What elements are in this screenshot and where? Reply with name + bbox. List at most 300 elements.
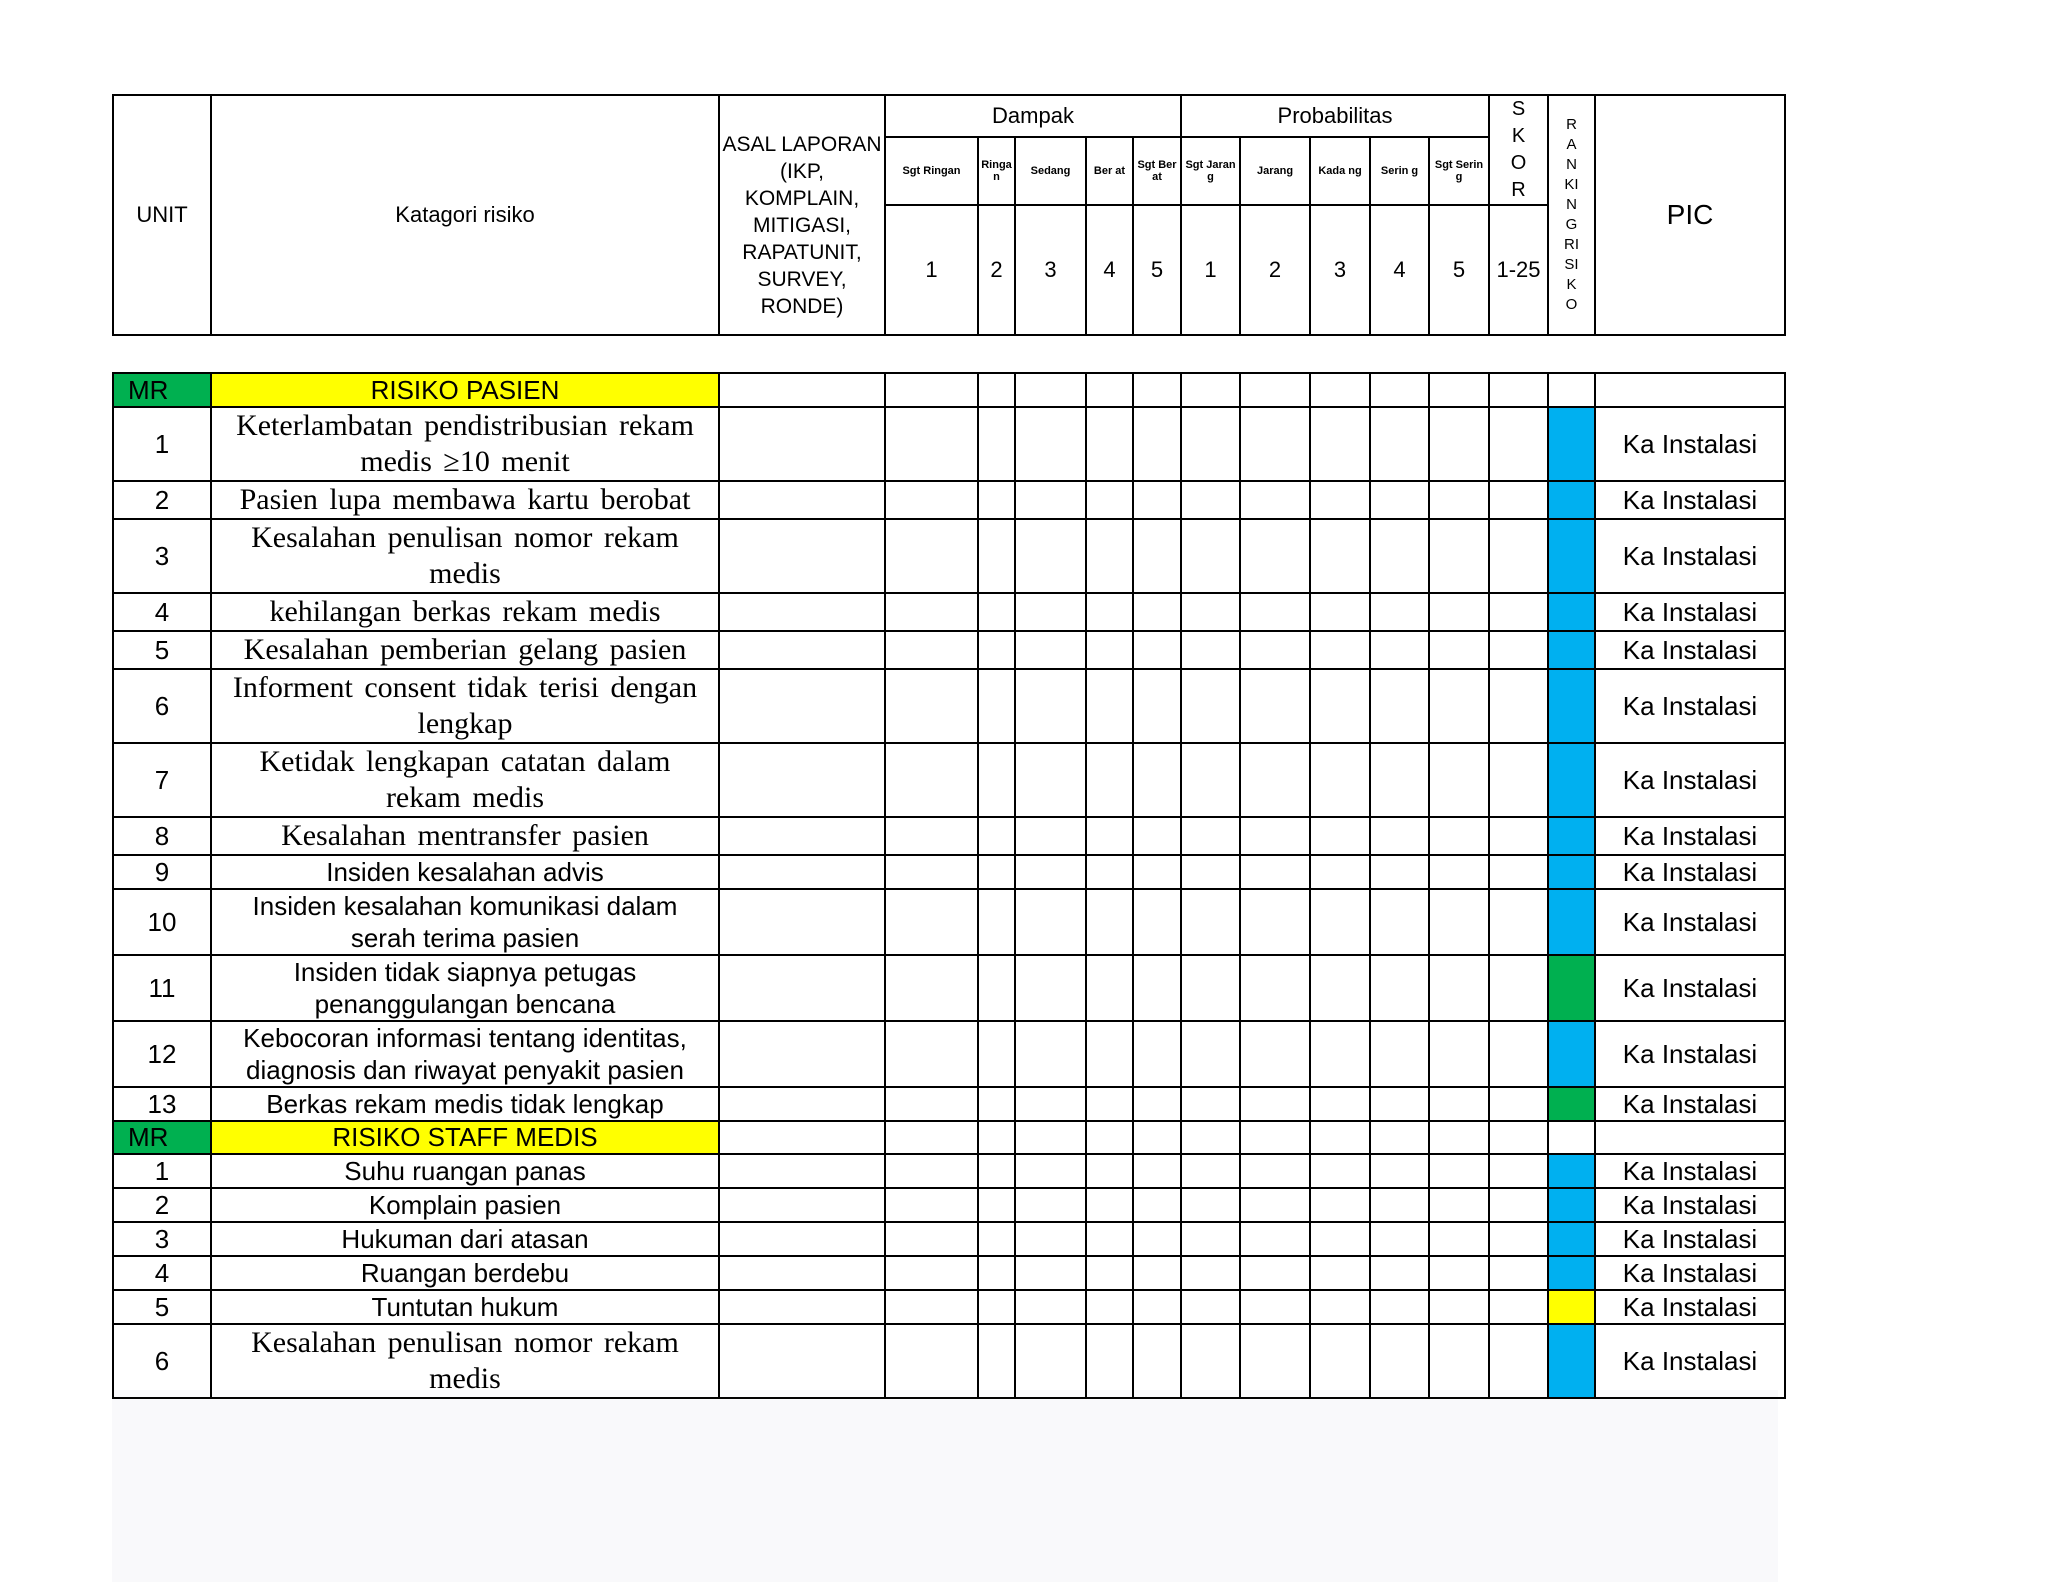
row-number: 7 <box>113 743 211 817</box>
empty-cell <box>719 1087 885 1121</box>
empty-cell <box>719 631 885 669</box>
row-number: 11 <box>113 955 211 1021</box>
empty-cell <box>978 1256 1015 1290</box>
empty-cell <box>1015 669 1086 743</box>
ranking-letter: R <box>1566 116 1577 133</box>
empty-cell <box>1370 519 1429 593</box>
empty-cell <box>1181 593 1240 631</box>
empty-cell <box>719 817 885 855</box>
empty-cell <box>1489 743 1548 817</box>
empty-cell <box>885 631 978 669</box>
section-code: MR <box>113 373 211 407</box>
empty-cell <box>1489 955 1548 1021</box>
empty-cell <box>1489 593 1548 631</box>
row-number: 3 <box>113 519 211 593</box>
empty-cell <box>719 955 885 1021</box>
prob-label: Jarang <box>1240 137 1310 205</box>
empty-cell <box>978 889 1015 955</box>
skor-letter: S <box>1511 98 1526 120</box>
dampak-label: Sgt Ringan <box>885 137 978 205</box>
empty-cell <box>1310 1121 1370 1154</box>
empty-cell <box>978 481 1015 519</box>
pic-cell: Ka Instalasi <box>1595 593 1785 631</box>
risk-description: Pasien lupa membawa kartu berobat <box>211 481 719 519</box>
pic-cell: Ka Instalasi <box>1595 519 1785 593</box>
empty-cell <box>885 1087 978 1121</box>
empty-cell <box>1429 1222 1489 1256</box>
empty-cell <box>1240 1121 1310 1154</box>
empty-cell <box>885 519 978 593</box>
ranking-risiko-header <box>1548 95 1595 335</box>
table-row <box>113 631 1785 669</box>
table-row <box>113 1188 1785 1222</box>
row-number: 4 <box>113 1256 211 1290</box>
row-number: 6 <box>113 1324 211 1398</box>
empty-cell <box>885 1290 978 1324</box>
empty-cell <box>1429 1121 1489 1154</box>
empty-cell <box>1429 1324 1489 1398</box>
empty-cell <box>1370 955 1429 1021</box>
empty-cell <box>1429 669 1489 743</box>
empty-cell <box>1310 669 1370 743</box>
risk-description: Tuntutan hukum <box>211 1290 719 1324</box>
empty-cell <box>1429 373 1489 407</box>
empty-cell <box>978 373 1015 407</box>
empty-cell <box>1181 1290 1240 1324</box>
empty-cell <box>719 855 885 889</box>
empty-cell <box>1086 1188 1133 1222</box>
empty-cell <box>1310 1021 1370 1087</box>
empty-cell <box>885 743 978 817</box>
risk-description: Ruangan berdebu <box>211 1256 719 1290</box>
empty-cell <box>1370 1154 1429 1188</box>
row-number: 12 <box>113 1021 211 1087</box>
empty-cell <box>1015 855 1086 889</box>
empty-cell <box>1181 1256 1240 1290</box>
empty-cell <box>978 631 1015 669</box>
empty-cell <box>885 1324 978 1398</box>
empty-cell <box>1181 1188 1240 1222</box>
risk-description: Informent consent tidak terisi dengan lengkap <box>211 669 719 743</box>
empty-cell <box>1595 373 1785 407</box>
empty-cell <box>1181 817 1240 855</box>
ranking-letter: N <box>1566 156 1577 173</box>
dampak-num: 4 <box>1086 205 1133 335</box>
pic-cell: Ka Instalasi <box>1595 669 1785 743</box>
empty-cell <box>978 743 1015 817</box>
empty-cell <box>1429 1188 1489 1222</box>
prob-label: Sgt Jaran g <box>1181 137 1240 205</box>
risk-description: Berkas rekam medis tidak lengkap <box>211 1087 719 1121</box>
pic-cell: Ka Instalasi <box>1595 889 1785 955</box>
empty-cell <box>1015 1256 1086 1290</box>
empty-cell <box>1370 593 1429 631</box>
empty-cell <box>1133 407 1181 481</box>
risk-description: Hukuman dari atasan <box>211 1222 719 1256</box>
risk-rank-cell <box>1548 1256 1595 1290</box>
skor-header <box>1489 95 1548 205</box>
empty-cell <box>1370 481 1429 519</box>
empty-cell <box>1015 889 1086 955</box>
pic-cell: Ka Instalasi <box>1595 1290 1785 1324</box>
empty-cell <box>1086 481 1133 519</box>
empty-cell <box>1310 955 1370 1021</box>
empty-cell <box>1310 855 1370 889</box>
empty-cell <box>1370 1021 1429 1087</box>
empty-cell <box>1181 631 1240 669</box>
empty-cell <box>1181 889 1240 955</box>
empty-cell <box>1015 817 1086 855</box>
risk-rank-cell <box>1548 1188 1595 1222</box>
empty-cell <box>1240 481 1310 519</box>
risk-rank-cell <box>1548 631 1595 669</box>
pic-cell: Ka Instalasi <box>1595 1154 1785 1188</box>
empty-cell <box>1310 1290 1370 1324</box>
risk-rank-cell <box>1548 1021 1595 1087</box>
empty-cell <box>885 669 978 743</box>
table-row <box>113 1154 1785 1188</box>
table-row <box>113 955 1785 1021</box>
empty-cell <box>1240 1324 1310 1398</box>
empty-cell <box>1086 1154 1133 1188</box>
empty-cell <box>978 1324 1015 1398</box>
risk-rank-cell <box>1548 593 1595 631</box>
empty-cell <box>1310 1256 1370 1290</box>
unit-header: UNIT <box>113 95 211 335</box>
empty-cell <box>1133 1222 1181 1256</box>
empty-cell <box>1240 743 1310 817</box>
empty-cell <box>1429 1021 1489 1087</box>
empty-cell <box>885 817 978 855</box>
empty-cell <box>978 407 1015 481</box>
empty-cell <box>1310 1154 1370 1188</box>
empty-cell <box>1015 1324 1086 1398</box>
table-row <box>113 1290 1785 1324</box>
empty-cell <box>1240 669 1310 743</box>
pic-cell: Ka Instalasi <box>1595 407 1785 481</box>
row-number: 4 <box>113 593 211 631</box>
empty-cell <box>1489 889 1548 955</box>
empty-cell <box>719 1290 885 1324</box>
risk-description: Insiden kesalahan komunikasi dalam serah terima pasien <box>211 889 719 955</box>
empty-cell <box>1310 373 1370 407</box>
empty-cell <box>1240 1222 1310 1256</box>
empty-cell <box>719 1021 885 1087</box>
empty-cell <box>1489 1324 1548 1398</box>
empty-cell <box>1133 631 1181 669</box>
empty-cell <box>1015 1290 1086 1324</box>
empty-cell <box>1310 743 1370 817</box>
empty-cell <box>1429 1154 1489 1188</box>
pic-cell: Ka Instalasi <box>1595 955 1785 1021</box>
empty-cell <box>1086 593 1133 631</box>
row-number: 13 <box>113 1087 211 1121</box>
dampak-num: 3 <box>1015 205 1086 335</box>
dampak-num: 5 <box>1133 205 1181 335</box>
prob-label: Serin g <box>1370 137 1429 205</box>
table-row <box>113 855 1785 889</box>
empty-cell <box>1310 407 1370 481</box>
empty-cell <box>1489 373 1548 407</box>
empty-cell <box>1015 407 1086 481</box>
row-number: 9 <box>113 855 211 889</box>
empty-cell <box>1370 889 1429 955</box>
empty-cell <box>1240 1290 1310 1324</box>
empty-cell <box>1181 669 1240 743</box>
empty-cell <box>1310 817 1370 855</box>
empty-cell <box>1489 1222 1548 1256</box>
risk-rank-cell <box>1548 1087 1595 1121</box>
empty-cell <box>1429 519 1489 593</box>
empty-cell <box>1181 1222 1240 1256</box>
empty-cell <box>1086 519 1133 593</box>
empty-cell <box>1548 1121 1595 1154</box>
empty-cell <box>1310 631 1370 669</box>
ranking-letter: G <box>1565 216 1578 233</box>
kategori-header: Katagori risiko <box>211 95 719 335</box>
empty-cell <box>1133 1121 1181 1154</box>
empty-cell <box>978 593 1015 631</box>
risk-rank-cell <box>1548 669 1595 743</box>
empty-cell <box>1181 1154 1240 1188</box>
empty-cell <box>1181 1087 1240 1121</box>
empty-cell <box>1429 889 1489 955</box>
table-row <box>113 1324 1785 1398</box>
empty-cell <box>1181 373 1240 407</box>
empty-cell <box>978 519 1015 593</box>
empty-cell <box>719 1256 885 1290</box>
row-number: 1 <box>113 407 211 481</box>
risk-rank-cell <box>1548 481 1595 519</box>
prob-label: Sgt Serin g <box>1429 137 1489 205</box>
empty-cell <box>1489 1256 1548 1290</box>
empty-cell <box>1086 373 1133 407</box>
empty-cell <box>1429 593 1489 631</box>
empty-cell <box>1310 1324 1370 1398</box>
empty-cell <box>1015 1021 1086 1087</box>
empty-cell <box>1429 1256 1489 1290</box>
empty-cell <box>1240 519 1310 593</box>
empty-cell <box>1086 889 1133 955</box>
empty-cell <box>1086 817 1133 855</box>
empty-cell <box>1133 1290 1181 1324</box>
empty-cell <box>1489 407 1548 481</box>
empty-cell <box>885 593 978 631</box>
ranking-letter: O <box>1565 296 1578 313</box>
prob-label: Kada ng <box>1310 137 1370 205</box>
risk-rank-cell <box>1548 1290 1595 1324</box>
empty-cell <box>885 373 978 407</box>
empty-cell <box>719 519 885 593</box>
empty-cell <box>1133 373 1181 407</box>
empty-cell <box>719 1324 885 1398</box>
risk-description: Kesalahan mentransfer pasien <box>211 817 719 855</box>
section-title: RISIKO PASIEN <box>211 373 719 407</box>
empty-cell <box>1240 593 1310 631</box>
empty-cell <box>1086 631 1133 669</box>
empty-cell <box>885 855 978 889</box>
empty-cell <box>1370 1290 1429 1324</box>
empty-cell <box>1086 1324 1133 1398</box>
table-row <box>113 519 1785 593</box>
empty-cell <box>1429 631 1489 669</box>
risk-rank-cell <box>1548 889 1595 955</box>
empty-cell <box>1086 743 1133 817</box>
section-header-row <box>113 1121 1785 1154</box>
skor-letter: K <box>1511 125 1526 147</box>
empty-cell <box>1489 1121 1548 1154</box>
risk-description: Kesalahan penulisan nomor rekam medis <box>211 1324 719 1398</box>
dampak-label: Ringa n <box>978 137 1015 205</box>
row-number: 10 <box>113 889 211 955</box>
row-number: 2 <box>113 481 211 519</box>
empty-cell <box>1133 481 1181 519</box>
risk-table <box>112 372 1786 1399</box>
empty-cell <box>1370 1324 1429 1398</box>
empty-cell <box>1240 1256 1310 1290</box>
empty-cell <box>1133 1087 1181 1121</box>
table-row <box>113 1222 1785 1256</box>
empty-cell <box>719 1188 885 1222</box>
empty-cell <box>1086 955 1133 1021</box>
empty-cell <box>1370 855 1429 889</box>
empty-cell <box>1429 1290 1489 1324</box>
risk-description: Ketidak lengkapan catatan dalam rekam medis <box>211 743 719 817</box>
ranking-letter: SI <box>1564 256 1579 273</box>
risk-rank-cell <box>1548 1324 1595 1398</box>
empty-cell <box>1489 1290 1548 1324</box>
table-row <box>113 889 1785 955</box>
empty-cell <box>1181 855 1240 889</box>
empty-cell <box>719 1121 885 1154</box>
empty-cell <box>1181 955 1240 1021</box>
risk-rank-cell <box>1548 519 1595 593</box>
empty-cell <box>1240 407 1310 481</box>
empty-cell <box>885 955 978 1021</box>
empty-cell <box>1489 481 1548 519</box>
empty-cell <box>1370 1256 1429 1290</box>
dampak-label: Sedang <box>1015 137 1086 205</box>
empty-cell <box>1015 1154 1086 1188</box>
risk-rank-cell <box>1548 1222 1595 1256</box>
empty-cell <box>978 1021 1015 1087</box>
empty-cell <box>1133 669 1181 743</box>
asal-laporan-header: ASAL LAPORAN (IKP, KOMPLAIN, MITIGASI, RAPATUNIT, SURVEY, RONDE) <box>719 95 885 335</box>
empty-cell <box>1310 1188 1370 1222</box>
empty-cell <box>1370 669 1429 743</box>
empty-cell <box>719 1222 885 1256</box>
empty-cell <box>1240 855 1310 889</box>
row-number: 5 <box>113 631 211 669</box>
ranking-letter: A <box>1566 136 1577 153</box>
empty-cell <box>1489 631 1548 669</box>
risk-rank-cell <box>1548 407 1595 481</box>
risk-rank-cell <box>1548 743 1595 817</box>
empty-cell <box>1133 593 1181 631</box>
empty-cell <box>1015 1222 1086 1256</box>
empty-cell <box>1015 593 1086 631</box>
pic-cell: Ka Instalasi <box>1595 1256 1785 1290</box>
empty-cell <box>1240 1021 1310 1087</box>
table-row <box>113 1256 1785 1290</box>
empty-cell <box>1548 373 1595 407</box>
risk-description: Kesalahan penulisan nomor rekam medis <box>211 519 719 593</box>
empty-cell <box>885 1222 978 1256</box>
risk-register <box>112 94 1778 1399</box>
empty-cell <box>1370 743 1429 817</box>
empty-cell <box>1133 1324 1181 1398</box>
empty-cell <box>1015 743 1086 817</box>
empty-cell <box>719 373 885 407</box>
empty-cell <box>885 1256 978 1290</box>
prob-num: 4 <box>1370 205 1429 335</box>
empty-cell <box>1370 817 1429 855</box>
empty-cell <box>719 889 885 955</box>
empty-cell <box>1429 743 1489 817</box>
empty-cell <box>1310 519 1370 593</box>
empty-cell <box>1133 1256 1181 1290</box>
ranking-letter: KI <box>1564 176 1579 193</box>
empty-cell <box>1370 631 1429 669</box>
empty-cell <box>719 1154 885 1188</box>
dampak-label: Ber at <box>1086 137 1133 205</box>
row-number: 8 <box>113 817 211 855</box>
risk-description: Kesalahan pemberian gelang pasien <box>211 631 719 669</box>
empty-cell <box>1086 1222 1133 1256</box>
risk-table-body <box>113 373 1785 1398</box>
empty-cell <box>1015 519 1086 593</box>
empty-cell <box>1429 407 1489 481</box>
empty-cell <box>1181 743 1240 817</box>
empty-cell <box>1489 1087 1548 1121</box>
empty-cell <box>978 1222 1015 1256</box>
empty-cell <box>1133 817 1181 855</box>
empty-cell <box>1015 955 1086 1021</box>
empty-cell <box>1489 519 1548 593</box>
empty-cell <box>719 481 885 519</box>
risk-description: Insiden tidak siapnya petugas penanggulangan bencana <box>211 955 719 1021</box>
empty-cell <box>1133 1154 1181 1188</box>
table-row <box>113 743 1785 817</box>
empty-cell <box>885 481 978 519</box>
empty-cell <box>1086 1256 1133 1290</box>
empty-cell <box>1015 373 1086 407</box>
risk-description: Komplain pasien <box>211 1188 719 1222</box>
empty-cell <box>1015 1087 1086 1121</box>
risk-description: kehilangan berkas rekam medis <box>211 593 719 631</box>
risk-rank-cell <box>1548 1154 1595 1188</box>
empty-cell <box>1133 519 1181 593</box>
empty-cell <box>1086 1121 1133 1154</box>
table-row <box>113 481 1785 519</box>
bottom-shade <box>112 1390 1778 1582</box>
empty-cell <box>1086 855 1133 889</box>
empty-cell <box>1370 1222 1429 1256</box>
pic-cell: Ka Instalasi <box>1595 1021 1785 1087</box>
header-table <box>112 94 1786 336</box>
pic-header: PIC <box>1595 95 1785 335</box>
empty-cell <box>978 817 1015 855</box>
section-code: MR <box>113 1121 211 1154</box>
empty-cell <box>1489 1154 1548 1188</box>
risk-description: Insiden kesalahan advis <box>211 855 719 889</box>
empty-cell <box>978 1188 1015 1222</box>
empty-cell <box>1370 1121 1429 1154</box>
dampak-header: Dampak <box>885 95 1181 137</box>
empty-cell <box>1086 669 1133 743</box>
empty-cell <box>1015 1188 1086 1222</box>
empty-cell <box>1310 481 1370 519</box>
